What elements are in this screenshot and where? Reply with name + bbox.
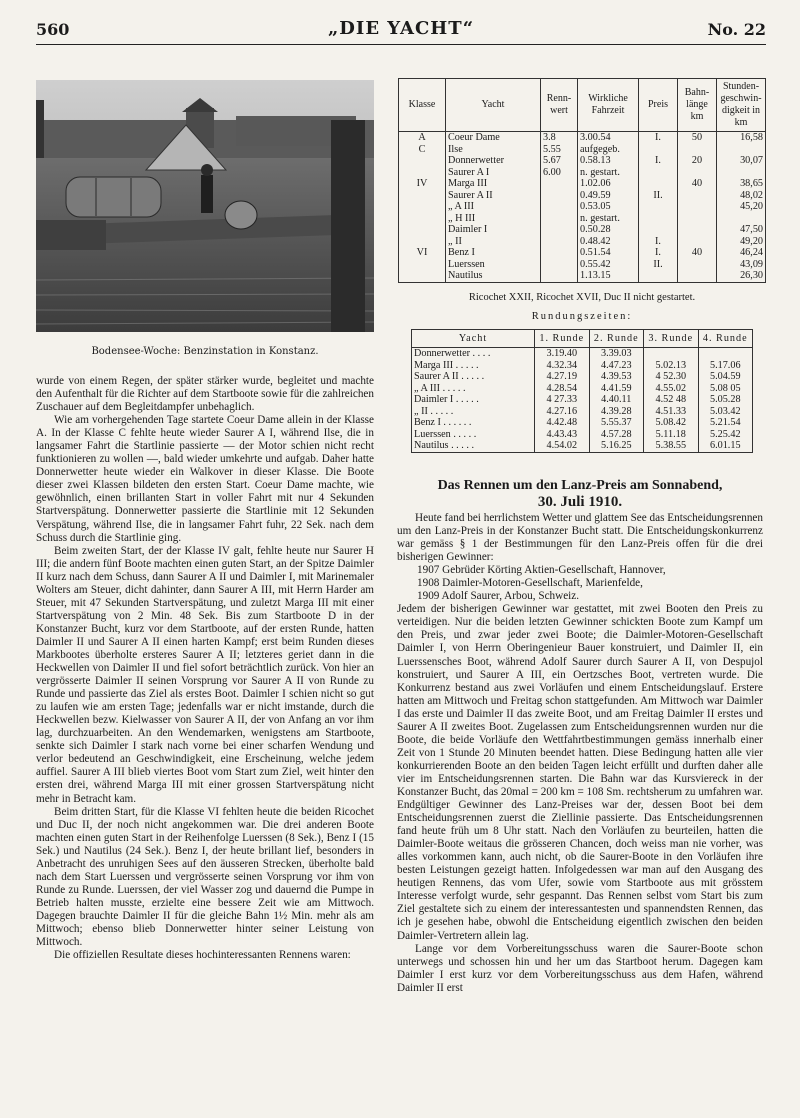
table-cell: 0.58.13: [578, 155, 639, 167]
table-cell: 5.11.18: [644, 429, 699, 441]
table-cell: 5.02.13: [644, 360, 699, 372]
table-cell: Daimler I . . . . .: [412, 394, 535, 406]
table-cell: 4.28.54: [535, 383, 590, 395]
table-cell: [399, 201, 446, 213]
table-cell: [541, 270, 578, 282]
table-cell: 20: [678, 155, 717, 167]
table-cell: [541, 236, 578, 248]
table-cell: [639, 178, 678, 190]
journal-title: „DIE YACHT“: [327, 18, 475, 39]
table-cell: Luerssen: [446, 259, 541, 271]
issue-number: No. 22: [707, 20, 766, 39]
table-cell: 0.53.05: [578, 201, 639, 213]
table-cell: 4.40.11: [589, 394, 644, 406]
harbor-photo-image: [36, 80, 374, 332]
table-row: [399, 259, 766, 271]
table-row: [412, 406, 753, 418]
table-cell: „ II: [446, 236, 541, 248]
table-cell: 0.49.59: [578, 190, 639, 202]
table-cell: Nautilus . . . . .: [412, 440, 535, 452]
table-cell: 5.38.55: [644, 440, 699, 452]
table-cell: 3.00.54: [578, 132, 639, 144]
table-cell: [541, 201, 578, 213]
table-row: [412, 440, 753, 452]
table-cell: [639, 167, 678, 179]
list-item: 1907 Gebrüder Körting Aktien-Gesellschaft, Hannover,: [417, 564, 666, 577]
column-header: 1. Runde: [535, 330, 590, 348]
table-cell: 4.39.28: [589, 406, 644, 418]
table-cell: I.: [639, 247, 678, 259]
paragraph: Wie am vorhergehenden Tage startete Coeur Dame allein in der Klasse A. In der Klasse C fehlte heute wieder Saurer A I, während Ilse, die in langsamer Fahrt die Startlinie passierte — der Motor schien nicht recht funktionieren zu wollen —, bald wieder umkehrte und aufgab. Daher hatte Donnerwetter heute wieder ein Walkover in dieser Klasse. Die Boote dieser zwei Klassen bildeten den ersten Start. Coeur Dame machte, wie gewöhnlich, einen brillanten Start in voller Fahrt mit nur 4 Sekunden Startverspätung. Donnerwetter passierte die Startlinie mit 12 Sekunden Verspätung, während Ilse, die in langsamer Fahrt fuhr, 22 Sek. nach dem Schuss durch die Startlinie ging.: [36, 414, 374, 544]
column-header: Yacht: [412, 330, 535, 348]
table-cell: 5.05.28: [698, 394, 753, 406]
table-cell: 4.27.19: [535, 371, 590, 383]
table-row: [399, 167, 766, 179]
table-cell: [639, 201, 678, 213]
table-cell: I.: [639, 155, 678, 167]
table-cell: II.: [639, 259, 678, 271]
table-cell: 0.50.28: [578, 224, 639, 236]
table-cell: „ II . . . . .: [412, 406, 535, 418]
table-cell: [399, 167, 446, 179]
table-cell: 45,20: [717, 201, 766, 213]
paragraph: Lange vor dem Vorbereitungsschuss waren die Saurer-Boote schon unterwegs und schossen hin und her um das Startboot herum. Dagegen kam Daimler I erst kurz vor dem Vorbereitungsschuss aus dem Hafen, während Daimler II erst: [397, 942, 763, 994]
table-cell: 5.21.54: [698, 417, 753, 429]
table-cell: 1.13.15: [578, 270, 639, 282]
header-rule: [36, 44, 766, 45]
photo-benzinstation: [36, 80, 374, 332]
table-cell: n. gestart.: [578, 213, 639, 225]
table-cell: 47,50: [717, 224, 766, 236]
table-cell: [541, 259, 578, 271]
list-item: 1909 Adolf Saurer, Arbou, Schweiz.: [417, 590, 580, 603]
table-cell: 5.03.42: [698, 406, 753, 418]
table-cell: Marga III: [446, 178, 541, 190]
table-cell: A: [399, 132, 446, 144]
rounds-heading: Rundungszeiten:: [531, 311, 633, 322]
column-header: Bahn-länge km: [678, 79, 717, 132]
table-header-row: [412, 330, 753, 348]
table-cell: 4.52 48: [644, 394, 699, 406]
table-cell: 30,07: [717, 155, 766, 167]
table-cell: [399, 259, 446, 271]
table-row: [399, 178, 766, 190]
table-row: [412, 429, 753, 441]
table-cell: 49,20: [717, 236, 766, 248]
paragraph: Die offiziellen Resultate dieses hochinteressanten Rennens waren:: [54, 949, 351, 962]
table-cell: 50: [678, 132, 717, 144]
table-cell: [717, 144, 766, 156]
table-cell: [541, 224, 578, 236]
column-header: 3. Runde: [644, 330, 699, 348]
table-cell: Benz I: [446, 247, 541, 259]
table-cell: [541, 178, 578, 190]
table-cell: IV: [399, 178, 446, 190]
table-cell: aufgegeb.: [578, 144, 639, 156]
table-cell: 4.39.53: [589, 371, 644, 383]
table-row: [399, 247, 766, 259]
table-cell: [698, 348, 753, 360]
table-cell: Saurer A II . . . . .: [412, 371, 535, 383]
table-cell: 5.08.42: [644, 417, 699, 429]
table-cell: [639, 213, 678, 225]
table-cell: Saurer A II: [446, 190, 541, 202]
table-cell: 4.42.48: [535, 417, 590, 429]
table-cell: 6.01.15: [698, 440, 753, 452]
table-cell: [541, 247, 578, 259]
table-cell: 5.04.59: [698, 371, 753, 383]
paragraph: Beim zweiten Start, der der Klasse IV galt, fehlte heute nur Saurer H III; die andern fünf Boote machten einen guten Start, an der Spitze Daimler II kurz nach dem Schuss, dann Saurer A II und Daimler I, mit Marinemaler Wolters am Steuer, dicht dahinter, dann Saurer A III, mit Herrn Harder am Steuer, mit 47 Sekunden Startverspätung, und zuletzt Marga III mit einer Startverspätung von 2 Min. 48 Sek. Bis zum Startboote D in der Konstanzer Bucht, kurz vor dem Startboote, auf der ersten Runde, hatten Daimler II und Saurer A II einen harten Kampf; erst beim Runden dieses Markbootes überholte ersteres Saurer A II; letzteres geriet dann in die Heckwellen von Daimler II und fiel sofort beträchtlich zurück. Von hier an vergrösserte Daimler II seinen Vorsprung vor Saurer A II von Runde zu Runde und passierte das Ziel als erstes Boot. Daimler I schien nicht so gut zu laufen wie am ersten Tage; jedenfalls war er nicht imstande, durch die Heckwellen bezw. Kielwasser von Saurer A II, der von Anfang an vor ihm lag, durchzuarbeiten. An den Wendemarken, wenigstens am Startboote, senkte sich Daimler I stark nach vorne bei einer scharfen Wendung und verlor bedeutend an Geschwindigkeit, eine Erscheinung, welche jedem auffiel. Saurer A III blieb viertes Boot vom Start zum Ziel, weit hinter den ersten drei, während Marga III mit einer grossen Startverspätung nicht mehr in Betracht kam.: [36, 544, 374, 805]
column-header: 4. Runde: [698, 330, 753, 348]
table-cell: 5.17.06: [698, 360, 753, 372]
column-header: Stunden-geschwin-digkeit in km: [717, 79, 766, 132]
table-cell: Benz I . . . . . .: [412, 417, 535, 429]
column-header: Yacht: [446, 79, 541, 132]
table-cell: 5.25.42: [698, 429, 753, 441]
paragraph: wurde von einem Regen, der später stärker wurde, begleitet und machte den Aufenthalt für die Richter auf dem Startboote sowie für die zahlreichen Zuschauer auf dem Begleitdampfer unbehaglich.: [36, 375, 374, 414]
table-cell: [678, 259, 717, 271]
column-header: 2. Runde: [589, 330, 644, 348]
table-cell: Daimler I: [446, 224, 541, 236]
table-cell: [639, 270, 678, 282]
column-header: Klasse: [399, 79, 446, 132]
table-cell: Donnerwetter . . . .: [412, 348, 535, 360]
table-cell: Donnerwetter: [446, 155, 541, 167]
table-cell: „ A III . . . . .: [412, 383, 535, 395]
table-cell: 43,09: [717, 259, 766, 271]
table-cell: n. gestart.: [578, 167, 639, 179]
table-row: [399, 132, 766, 144]
table-cell: 3.19.40: [535, 348, 590, 360]
table-cell: [678, 224, 717, 236]
table-cell: 48,02: [717, 190, 766, 202]
table-cell: 5.16.25: [589, 440, 644, 452]
table-cell: Saurer A I: [446, 167, 541, 179]
table-row: [412, 383, 753, 395]
table-cell: 26,30: [717, 270, 766, 282]
table-row: [399, 201, 766, 213]
table-cell: 40: [678, 178, 717, 190]
table-row: [399, 190, 766, 202]
table-header-row: [399, 79, 766, 132]
table-cell: I.: [639, 132, 678, 144]
table-cell: [678, 167, 717, 179]
table-row: [399, 224, 766, 236]
table-cell: [678, 190, 717, 202]
table-cell: [541, 190, 578, 202]
table-cell: [399, 236, 446, 248]
table-cell: 5.08 05: [698, 383, 753, 395]
table-row: [399, 213, 766, 225]
table-cell: 3.8: [541, 132, 578, 144]
left-column-text: [36, 375, 374, 962]
table-cell: I.: [639, 236, 678, 248]
table-cell: [399, 224, 446, 236]
table-cell: [399, 155, 446, 167]
table-cell: 4.57.28: [589, 429, 644, 441]
table-cell: 0.48.42: [578, 236, 639, 248]
table-cell: II.: [639, 190, 678, 202]
table-cell: Luerssen . . . . .: [412, 429, 535, 441]
table-row: [399, 270, 766, 282]
table-cell: [678, 213, 717, 225]
table-row: [412, 360, 753, 372]
table-cell: [678, 144, 717, 156]
table-cell: 4.47.23: [589, 360, 644, 372]
table-cell: 4.32.34: [535, 360, 590, 372]
table-cell: [717, 213, 766, 225]
table-cell: [541, 213, 578, 225]
not-started-note: Ricochet XXII, Ricochet XVII, Duc II nicht gestartet.: [468, 292, 696, 303]
table-cell: 4.54.02: [535, 440, 590, 452]
column-header: Renn-wert: [541, 79, 578, 132]
table-cell: [399, 190, 446, 202]
page-number: 560: [36, 20, 70, 39]
article-title-line: Das Rennen um den Lanz-Preis am Sonnabend,: [437, 478, 723, 493]
table-cell: 4.51.33: [644, 406, 699, 418]
table-cell: 5.55.37: [589, 417, 644, 429]
table-cell: 4 52.30: [644, 371, 699, 383]
table-row: [399, 236, 766, 248]
table-cell: [399, 270, 446, 282]
table-cell: 4.55.02: [644, 383, 699, 395]
table-cell: Nautilus: [446, 270, 541, 282]
table-cell: 38,65: [717, 178, 766, 190]
table-cell: [678, 270, 717, 282]
table-cell: 40: [678, 247, 717, 259]
table-cell: 5.55: [541, 144, 578, 156]
table-cell: [678, 201, 717, 213]
table-cell: 3.39.03: [589, 348, 644, 360]
table-cell: 46,24: [717, 247, 766, 259]
table-cell: „ A III: [446, 201, 541, 213]
rounds-table: [411, 329, 753, 453]
table-cell: [678, 236, 717, 248]
table-cell: 4.41.59: [589, 383, 644, 395]
table-cell: [639, 224, 678, 236]
table-cell: „ H III: [446, 213, 541, 225]
table-cell: 4.27.16: [535, 406, 590, 418]
paragraph: Beim dritten Start, für die Klasse VI fehlten heute die beiden Ricochet und Duc II, der noch nicht angekommen war. Die drei anderen Boote machten einen guten Start in der Reihenfolge Luerssen (8 Sek.), Benz I (15 Sek.) und Nautilus (24 Sek.). Benz I, der heute brillant lief, besonders in Anbetracht des unruhigen Sees auf den äusseren Strecken, überholte bald nach dem Start Luerssen und vergrösserte seinen Vorsprung vor ihm von Runde zu Runde. Luerssen, der viel Wasser zog und dauernd die Pumpe in Betrieb halten musste, erzielte eine bessere Zeit wie am Mittwoch. Dagegen brauchte Daimler II für die gleiche Bahn 1½ Min. mehr als am Mittwoch; ebenso blieb Donnerwetter hinter seiner Leistung von Mittwoch.: [36, 805, 374, 949]
table-cell: 6.00: [541, 167, 578, 179]
column-header: Preis: [639, 79, 678, 132]
table-cell: 4 27.33: [535, 394, 590, 406]
table-cell: Marga III . . . . .: [412, 360, 535, 372]
table-cell: Coeur Dame: [446, 132, 541, 144]
table-cell: [639, 144, 678, 156]
article-title-date: 30. Juli 1910.: [537, 494, 623, 510]
table-cell: Ilse: [446, 144, 541, 156]
table-cell: 0.55.42: [578, 259, 639, 271]
table-cell: VI: [399, 247, 446, 259]
list-item: 1908 Daimler-Motoren-Gesellschaft, Marienfelde,: [417, 577, 643, 590]
table-cell: 5.67: [541, 155, 578, 167]
table-row: [412, 394, 753, 406]
table-cell: 16,58: [717, 132, 766, 144]
table-row: [412, 371, 753, 383]
photo-caption: Bodensee-Woche: Benzinstation in Konstanz.: [91, 346, 319, 357]
table-cell: 1.02.06: [578, 178, 639, 190]
table-row: [412, 348, 753, 360]
paragraph: Jedem der bisherigen Gewinner war gestattet, mit zwei Booten den Preis zu verteidigen. Nur die beiden letzten Gewinner schickten Boote zum Kampf um den Preis, und zwar jeder zwei Boote; die Daimler-Motoren-Gesellschaft Daimler I, von Herrn Oberingenieur Bauer konstruiert, und Daimler II, ein Luerssensches Boot, während Adolf Saurer durch Saurer A II, von Despujol konstruiert, und Saurer A III, ein Oertzsches Boot, vertreten wurde. Die Konkurrenz bestand aus zwei Vorläufen und einem Entscheidungslauf. Erstere hatten am Mittwoch und Freitag schon stattgefunden. Am Mittwoch war Daimler I das erste und Daimler II das zweite Boot, und am Freitag Daimler II erstes und Saurer A II zweites Boot. Zugelassen zum Entscheidungsrennen wurden nur die Boote, die beide Vorläufe den Wettfahrtbestimmungen gemäss innerhalb einer Zeit von 1 Stunde 20 Minuten beendet hatten. Diese Bedingung hatten alle vier konkurrierenden Boote an den beiden Tagen leicht erfüllt und durften daher alle vier im Entscheidungsrennen starten. Die Bahn war das Kursviereck in der Konstanzer Bucht, das 20mal = 200 km = 108 Sm. rechtsherum zu umfahren war. Endgültiger Gewinner des Lanz-Preises war der, dessen Boot bei dem Entscheidungsrennen zuerst die Ziellinie passierte. Das Entscheidungsrennen fand heute früh um 8 Uhr statt. Nach den Vorläufen zu beurteilen, hatten die Daimler-Boote weitaus die grösseren Chancen, doch weiss man nie vorher, was alles vorkommen kann, auch nicht, ob die Saurer-Boote in den Vorläufen ihre besten Leistungen gezeigt hatten. Infolgedessen war man auf den Ausgang des heutigen Rennens, das vom Ufer, sowie vom Startboote aus mit grösstem Interesse verfolgt wurde, sehr gespannt. Das Rennen selbst vom Start bis zum Ziel gestaltete sich zu einem der interessantesten und spannendsten Rennen, das ich je gesehen habe, obwohl die Entscheidung eigentlich zwischen den beiden Daimler-Vertretern allein lag.: [397, 603, 763, 942]
table-cell: C: [399, 144, 446, 156]
table-row: [412, 417, 753, 429]
table-cell: [644, 348, 699, 360]
table-cell: 0.51.54: [578, 247, 639, 259]
column-header: Wirkliche Fahrzeit: [578, 79, 639, 132]
article-title: [397, 478, 763, 510]
table-row: [399, 155, 766, 167]
right-column-text: [397, 512, 763, 995]
table-cell: [399, 213, 446, 225]
table-cell: [717, 167, 766, 179]
paragraph: Heute fand bei herrlichstem Wetter und glattem See das Entscheidungsrennen um den Lanz-Preis in der Konstanzer Bucht statt. Die Entscheidungskonkurrenz war gemäss § 1 der Bestimmungen für den Lanz-Preis offen für die drei bisherigen Gewinner:: [397, 512, 763, 564]
page-header: [36, 14, 766, 44]
table-cell: 4.43.43: [535, 429, 590, 441]
table-row: [399, 144, 766, 156]
results-table: [398, 78, 766, 283]
